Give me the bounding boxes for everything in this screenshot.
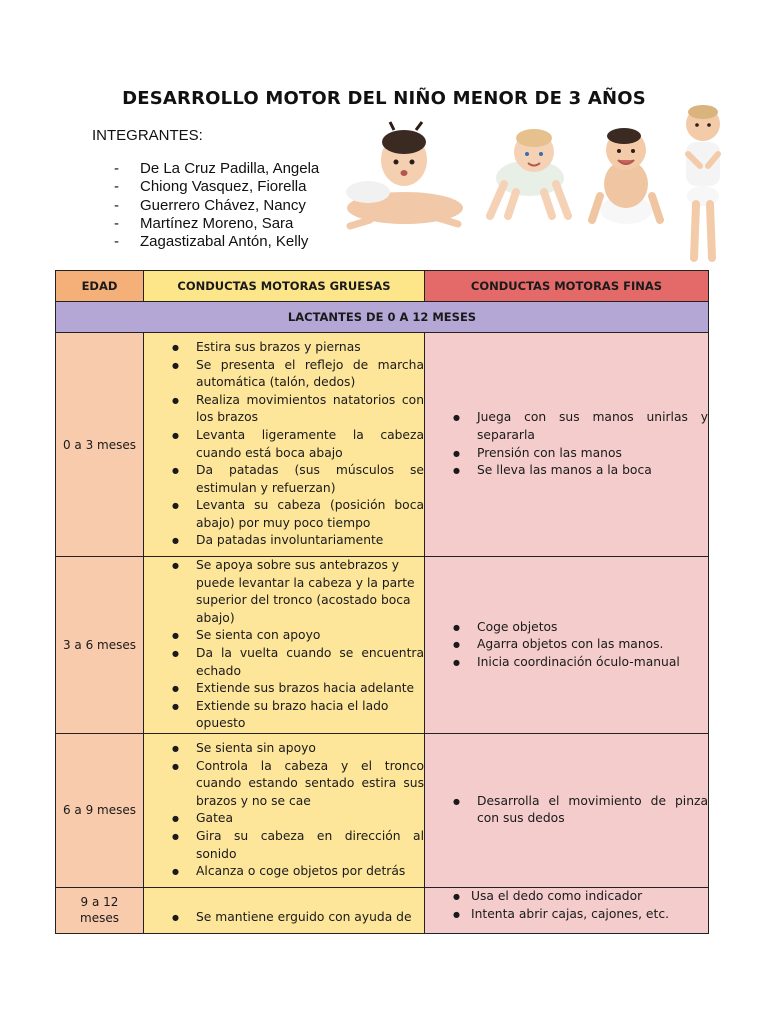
list-item: ● Da patadas (sus músculos se estimulan y refuerzan)	[144, 462, 424, 497]
table-row	[56, 887, 709, 933]
list-item: ● Da patadas involuntariamente	[144, 532, 424, 550]
babies-illustration	[330, 100, 740, 268]
member-item	[114, 160, 319, 178]
gruesas-cell	[144, 887, 425, 933]
list-item: ● Gatea	[144, 810, 424, 828]
finas-cell	[425, 887, 709, 933]
member-dash: -	[114, 160, 119, 177]
baby-sitting-image	[592, 128, 660, 224]
table-row	[56, 733, 709, 887]
motor-development-table	[55, 270, 709, 934]
list-item: ● Se mantiene erguido con ayuda de	[144, 909, 424, 927]
list-item: ● Alcanza o coge objetos por detrás	[144, 863, 424, 881]
table-row	[56, 333, 709, 557]
age-cell: 3 a 6 meses	[56, 557, 144, 734]
list-item: ● Gira su cabeza en dirección al sonido	[144, 828, 424, 863]
list-item: ● Levanta ligeramente la cabeza cuando está boca abajo	[144, 427, 424, 462]
gruesas-cell	[144, 733, 425, 887]
members-list	[114, 160, 319, 251]
section-row	[56, 302, 709, 333]
header-gruesas: CONDUCTAS MOTORAS GRUESAS	[144, 271, 425, 302]
list-item: ● Extiende sus brazos hacia adelante	[144, 680, 424, 698]
list-item: ● Desarrolla el movimiento de pinza con sus dedos	[425, 793, 708, 828]
integrantes-label: INTEGRANTES:	[92, 127, 203, 144]
header-finas: CONDUCTAS MOTORAS FINAS	[425, 271, 709, 302]
member-dash: -	[114, 178, 119, 196]
list-item: ● Agarra objetos con las manos.	[425, 636, 708, 654]
list-item: ● Intenta abrir cajas, cajones, etc.	[425, 906, 708, 924]
list-item: ● Se lleva las manos a la boca	[425, 462, 708, 480]
member-name: Martínez Moreno, Sara	[140, 214, 294, 232]
list-item: ● Controla la cabeza y el tronco cuando estando sentado estira sus brazos y no se cae	[144, 758, 424, 811]
member-dash: -	[114, 233, 119, 251]
list-item: ● Realiza movimientos natatorios con los brazos	[144, 392, 424, 427]
member-item	[114, 233, 319, 251]
list-item: ● Estira sus brazos y piernas	[144, 339, 424, 357]
member-name: Zagastizabal Antón, Kelly	[140, 233, 309, 251]
finas-cell	[425, 733, 709, 887]
member-item	[114, 197, 319, 215]
gruesas-cell	[144, 333, 425, 557]
finas-cell	[425, 557, 709, 734]
member-name: Chiong Vasquez, Fiorella	[140, 178, 307, 196]
header-edad: EDAD	[56, 271, 144, 302]
baby-crawling-image	[490, 129, 568, 216]
member-item	[114, 215, 319, 233]
age-cell: 6 a 9 meses	[56, 733, 144, 887]
list-item: ● Extiende su brazo hacia el lado opuesto	[144, 698, 424, 733]
finas-cell	[425, 333, 709, 557]
table-row	[56, 557, 709, 734]
age-cell: 9 a 12 meses	[56, 887, 144, 933]
section-title: LACTANTES DE 0 A 12 MESES	[56, 302, 709, 333]
list-item: ● Inicia coordinación óculo-manual	[425, 654, 708, 672]
list-item: ● Juega con sus manos unirlas y separarla	[425, 409, 708, 444]
gruesas-cell	[144, 557, 425, 734]
document-title: DESARROLLO MOTOR DEL NIÑO MENOR DE 3 AÑOS	[122, 88, 646, 109]
list-item: ● Coge objetos	[425, 619, 708, 637]
member-dash: -	[114, 196, 119, 214]
member-name: Guerrero Chávez, Nancy	[140, 196, 306, 214]
list-item: ● Se apoya sobre sus antebrazos y puede levantar la cabeza y la parte superior del tronco (acostado boca abajo)	[144, 557, 424, 627]
list-item: ● Levanta su cabeza (posición boca abajo) por muy poco tiempo	[144, 497, 424, 532]
baby-lying-image	[346, 122, 463, 226]
member-item	[114, 178, 319, 196]
age-cell: 0 a 3 meses	[56, 333, 144, 557]
list-item: ● Prensión con las manos	[425, 445, 708, 463]
baby-standing-image	[686, 105, 720, 258]
member-name: De La Cruz Padilla, Angela	[140, 160, 320, 177]
list-item: ● Se sienta sin apoyo	[144, 740, 424, 758]
list-item: ● Da la vuelta cuando se encuentra echado	[144, 645, 424, 680]
list-item: ● Se presenta el reflejo de marcha automática (talón, dedos)	[144, 357, 424, 392]
table-header-row	[56, 271, 709, 302]
list-item: ● Se sienta con apoyo	[144, 627, 424, 645]
member-dash: -	[114, 214, 119, 232]
list-item: ● Usa el dedo como indicador	[425, 888, 708, 906]
